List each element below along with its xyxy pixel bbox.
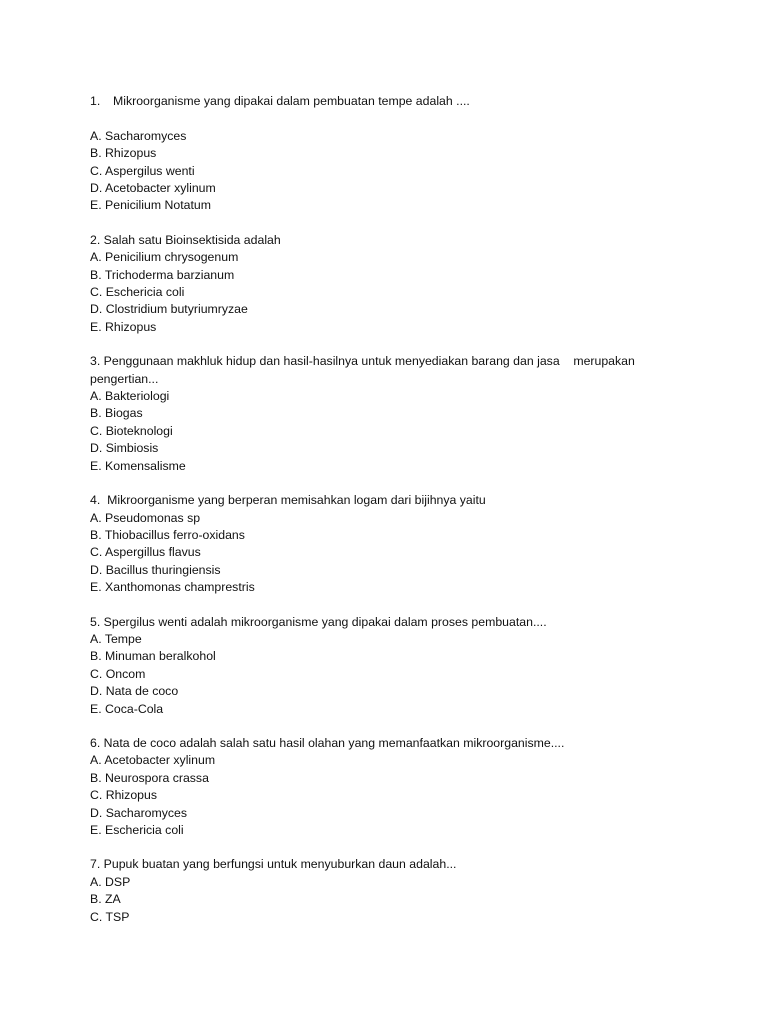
option-3e: E. Komensalisme <box>90 458 186 473</box>
option-2a: A. Penicilium chrysogenum <box>90 250 239 265</box>
question-7-text: 7. Pupuk buatan yang berfungsi untuk menyuburkan daun adalah... <box>90 857 457 872</box>
option-6d: D. Sacharomyces <box>90 805 188 820</box>
option-1c: C. Aspergilus wenti <box>90 163 195 178</box>
option-5e: E. Coca-Cola <box>90 701 164 716</box>
question-1-options <box>90 128 690 215</box>
option-3d: D. Simbiosis <box>90 441 159 456</box>
option-6e: E. Eschericia coli <box>90 823 184 838</box>
question-6-text: 6. Nata de coco adalah salah satu hasil olahan yang memanfaatkan mikroorganisme.... <box>90 735 565 750</box>
option-1b: B. Rhizopus <box>90 146 157 161</box>
question-2-text: 2. Salah satu Bioinsektisida adalah <box>90 232 281 247</box>
question-5 <box>90 614 690 718</box>
option-6b: B. Neurospora crassa <box>90 770 209 785</box>
question-4 <box>90 492 690 596</box>
option-1a: A. Sacharomyces <box>90 128 187 143</box>
question-5-text: 5. Spergilus wenti adalah mikroorganisme yang dipakai dalam proses pembuatan.... <box>90 614 547 629</box>
option-2e: E. Rhizopus <box>90 319 157 334</box>
option-3a: A. Bakteriologi <box>90 389 170 404</box>
question-6-options <box>90 752 690 839</box>
option-2b: B. Trichoderma barzianum <box>90 267 235 282</box>
option-4d: D. Bacillus thuringiensis <box>90 562 221 577</box>
option-6a: A. Acetobacter xylinum <box>90 753 216 768</box>
option-4e: E. Xanthomonas champrestris <box>90 580 255 595</box>
option-5b: B. Minuman beralkohol <box>90 649 216 664</box>
question-1-number: 1. <box>90 94 101 108</box>
question-2-options <box>90 249 690 336</box>
question-3 <box>90 353 690 475</box>
question-5-options <box>90 631 690 718</box>
option-7a: A. DSP <box>90 874 131 889</box>
option-7b: B. ZA <box>90 892 121 907</box>
question-1-text <box>90 93 690 110</box>
option-4a: A. Pseudomonas sp <box>90 510 201 525</box>
option-6c: C. Rhizopus <box>90 788 157 803</box>
option-1d: D. Acetobacter xylinum <box>90 181 216 196</box>
option-3b: B. Biogas <box>90 406 143 421</box>
question-3-text: 3. Penggunaan makhluk hidup dan hasil-hasilnya untuk menyediakan barang dan jasa merupakan pengertian... <box>90 354 639 386</box>
question-6 <box>90 735 690 839</box>
option-1e: E. Penicilium Notatum <box>90 198 211 213</box>
option-5a: A. Tempe <box>90 631 142 646</box>
option-3c: C. Bioteknologi <box>90 423 173 438</box>
option-2c: C. Eschericia coli <box>90 285 185 300</box>
option-5c: C. Oncom <box>90 666 146 681</box>
question-7 <box>90 856 690 926</box>
question-2 <box>90 232 690 336</box>
question-3-options <box>90 388 690 475</box>
question-4-text: 4. Mikroorganisme yang berperan memisahkan logam dari bijihnya yaitu <box>90 493 486 508</box>
option-2d: D. Clostridium butyriumryzae <box>90 302 248 317</box>
question-1 <box>90 93 690 215</box>
document-page <box>90 93 690 943</box>
question-1-body: Mikroorganisme yang dipakai dalam pembuatan tempe adalah .... <box>113 94 470 108</box>
option-4b: B. Thiobacillus ferro-oxidans <box>90 527 245 542</box>
option-5d: D. Nata de coco <box>90 684 179 699</box>
option-7c: C. TSP <box>90 909 130 924</box>
question-4-options <box>90 510 690 597</box>
option-4c: C. Aspergillus flavus <box>90 545 201 560</box>
question-7-options <box>90 874 690 926</box>
